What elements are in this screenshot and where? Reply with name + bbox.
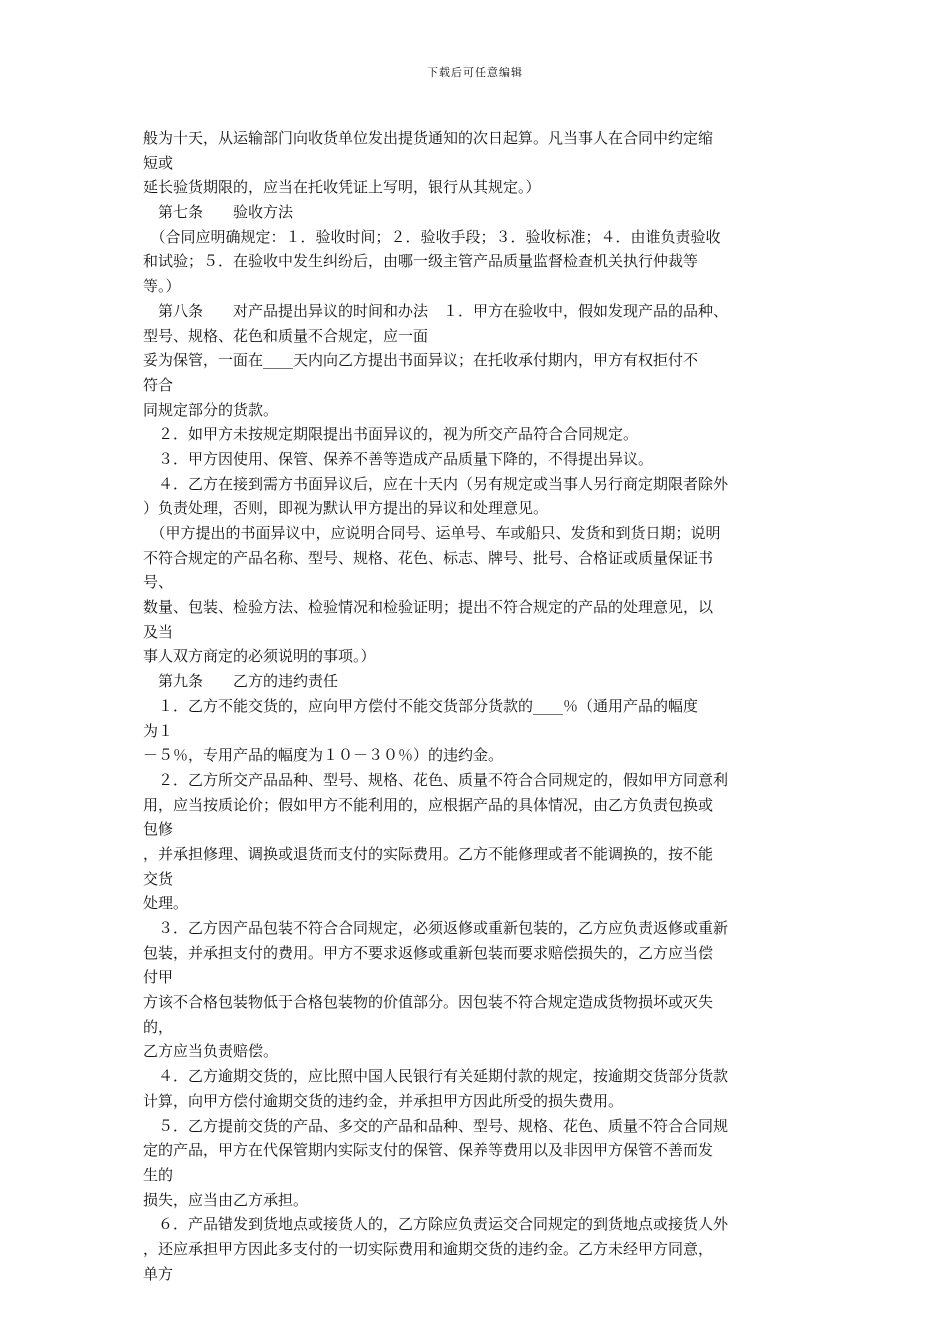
text-line: 第九条 乙方的违约责任 bbox=[143, 672, 339, 691]
text-line: ６．产品错发到货地点或接货人的，乙方除应负责运交合同规定的到货地点或接货人外 bbox=[143, 1215, 729, 1234]
text-line: －５％，专用产品的幅度为１０－３０％）的违约金。 bbox=[143, 746, 504, 765]
text-line: 事人双方商定的必须说明的事项。） bbox=[143, 647, 376, 666]
text-line: ５．乙方提前交货的产品、多交的产品和品种、型号、规格、花色、质量不符合合同规 bbox=[143, 1116, 729, 1135]
text-line: ２．如甲方未按规定期限提出书面异议的，视为所交产品符合合同规定。 bbox=[143, 425, 639, 444]
text-line: 处理。 bbox=[143, 894, 189, 913]
text-line: ４．乙方在接到需方书面异议后，应在十天内（另有规定或当事人另行商定期限者除外 bbox=[143, 474, 729, 493]
page-header: 下载后可任意编辑 bbox=[427, 66, 523, 79]
text-line: 第八条 对产品提出异议的时间和办法 １．甲方在验收中，假如发现产品的品种、 bbox=[143, 301, 729, 320]
text-line: 和试验；５．在验收中发生纠纷后，由哪一级主管产品质量监督检查机关执行仲裁等 bbox=[143, 252, 699, 271]
text-line: （甲方提出的书面异议中，应说明合同号、运单号、车或船只、发货和到货日期；说明 bbox=[143, 524, 721, 542]
text-line: 延长验货期限的，应当在托收凭证上写明，银行从其规定。） bbox=[143, 178, 541, 197]
text-line: 短或 bbox=[143, 153, 174, 172]
text-line: ，并承担修理、调换或退货而支付的实际费用。乙方不能修理或者不能调换的，按不能 bbox=[143, 844, 714, 863]
text-line: 包装，并承担支付的费用。甲方不要求返修或重新包装而要求赔偿损失的，乙方应当偿 bbox=[143, 943, 714, 962]
text-line: 交货 bbox=[143, 869, 174, 888]
text-line: 乙方应当负责赔偿。 bbox=[143, 1042, 279, 1061]
text-line: 不符合规定的产品名称、型号、规格、花色、标志、牌号、批号、合格证或质量保证书 bbox=[143, 548, 714, 567]
text-line: 的， bbox=[143, 1017, 174, 1036]
text-line: 号、 bbox=[143, 573, 174, 592]
text-line: 生的 bbox=[143, 1165, 174, 1184]
text-line: 第七条 验收方法 bbox=[143, 203, 294, 222]
text-line: 计算，向甲方偿付逾期交货的违约金，并承担甲方因此所受的损失费用。 bbox=[143, 1091, 624, 1110]
text-line: 符合 bbox=[143, 375, 174, 394]
text-line: 单方 bbox=[143, 1264, 174, 1283]
text-line: ４．乙方逾期交货的，应比照中国人民银行有关延期付款的规定，按逾期交货部分货款 bbox=[143, 1067, 729, 1086]
text-line: 型号、规格、花色和质量不合规定，应一面 bbox=[143, 326, 429, 345]
text-line: ２．乙方所交产品品种、型号、规格、花色、质量不符合合同规定的，假如甲方同意利 bbox=[143, 770, 729, 789]
text-line: 付甲 bbox=[143, 968, 174, 987]
text-line: １．乙方不能交货的，应向甲方偿付不能交货部分货款的____％（通用产品的幅度 bbox=[143, 696, 699, 715]
text-line: 用，应当按质论价；假如甲方不能利用的，应根据产品的具体情况，由乙方负责包换或 bbox=[143, 795, 714, 814]
text-line: 为１ bbox=[143, 721, 174, 740]
text-line: 等。） bbox=[143, 277, 181, 296]
text-line: 同规定部分的货款。 bbox=[143, 400, 279, 419]
text-line: 损失，应当由乙方承担。 bbox=[143, 1190, 309, 1209]
text-line: ，还应承担甲方因此多支付的一切实际费用和逾期交货的违约金。乙方未经甲方同意， bbox=[143, 1239, 714, 1258]
text-line: ）负责处理，否则，即视为默认甲方提出的异议和处理意见。 bbox=[143, 499, 549, 518]
text-line: 定的产品，甲方在代保管期内实际支付的保管、保养等费用以及非因甲方保管不善而发 bbox=[143, 1141, 714, 1160]
text-line: （合同应明确规定：１．验收时间；２．验收手段；３．验收标准；４．由谁负责验收 bbox=[143, 227, 721, 246]
text-line: 妥为保管，一面在____天内向乙方提出书面异议；在托收承付期内，甲方有权拒付不 bbox=[143, 351, 699, 370]
text-line: 般为十天，从运输部门向收货单位发出提货通知的次日起算。凡当事人在合同中约定缩 bbox=[143, 129, 714, 147]
text-line: 及当 bbox=[143, 622, 174, 641]
text-line: ３．乙方因产品包装不符合合同规定，必须返修或重新包装的，乙方应负责返修或重新 bbox=[143, 919, 729, 937]
text-line: ３．甲方因使用、保管、保养不善等造成产品质量下降的，不得提出异议。 bbox=[143, 449, 654, 468]
text-line: 包修 bbox=[143, 820, 174, 839]
text-line: 数量、包装、检验方法、检验情况和检验证明；提出不符合规定的产品的处理意见，以 bbox=[143, 598, 714, 617]
document-body bbox=[143, 126, 813, 1286]
text-line: 方该不合格包装物低于合格包装物的价值部分。因包装不符合规定造成货物损坏或灭失 bbox=[143, 993, 714, 1012]
